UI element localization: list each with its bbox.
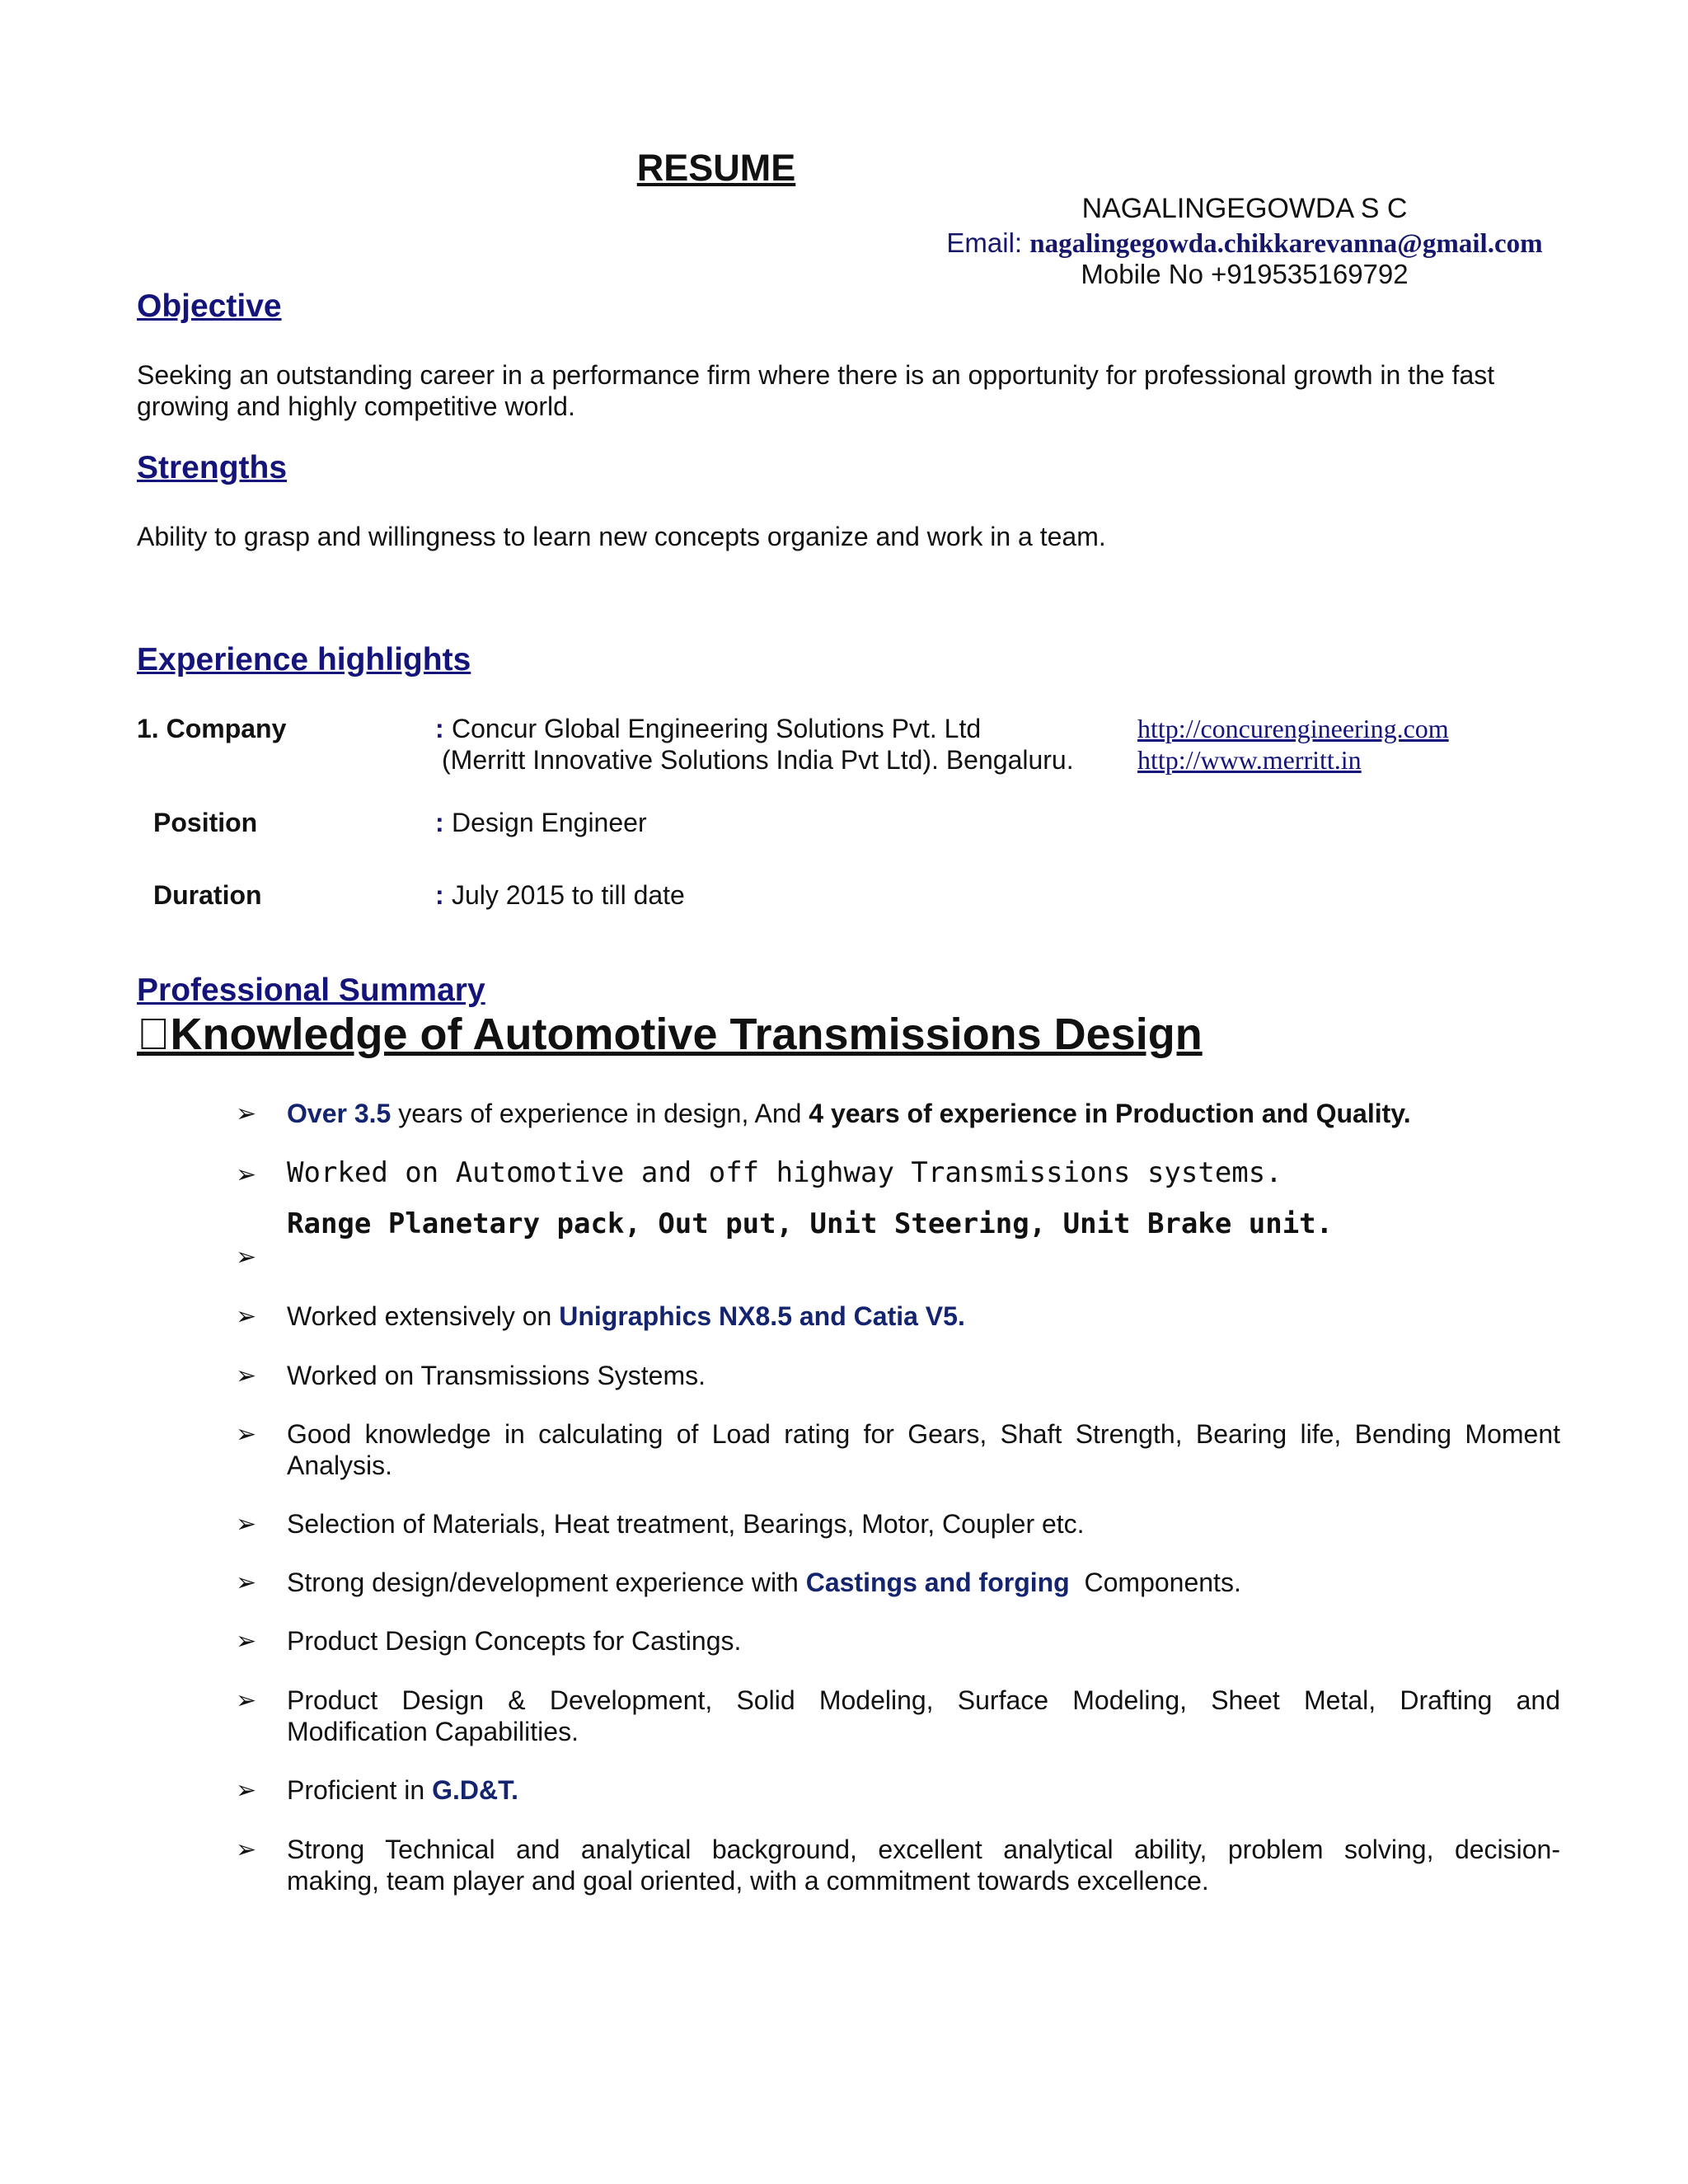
position-value: Design Engineer bbox=[452, 808, 647, 837]
summary-bullet-5: Worked on Transmissions Systems. bbox=[287, 1361, 706, 1390]
duration-colon: : bbox=[435, 880, 444, 910]
company-label: 1. Company bbox=[137, 714, 287, 743]
strengths-text: Ability to grasp and willingness to learn new concepts organize and work in a team. bbox=[137, 522, 1106, 551]
objective-line-2: growing and highly competitive world. bbox=[137, 391, 575, 421]
summary-bullet-3: Range Planetary pack, Out put, Unit Steering, Unit Brake unit. bbox=[287, 1207, 1334, 1240]
bullet-1-bold: 4 years of experience in Production and Quality. bbox=[809, 1099, 1411, 1128]
experience-heading: Experience highlights bbox=[137, 642, 471, 677]
bullet-arrow-icon: ➢ bbox=[236, 1303, 257, 1330]
company-link-merritt[interactable]: http://www.merritt.in bbox=[1137, 745, 1362, 775]
company-link-concur[interactable]: http://concurengineering.com bbox=[1137, 714, 1449, 743]
bullet-arrow-icon: ➢ bbox=[236, 1161, 257, 1188]
summary-heading: Professional Summary bbox=[137, 972, 485, 1008]
email-line bbox=[915, 227, 1574, 260]
summary-bullet-1 bbox=[287, 1098, 1560, 1129]
summary-bullet-4 bbox=[287, 1301, 1560, 1332]
email-value[interactable]: nagalingegowda.chikkarevanna@gmail.com bbox=[1029, 229, 1543, 259]
summary-bullet-9: Product Design Concepts for Castings. bbox=[287, 1626, 742, 1656]
candidate-name: NAGALINGEGOWDA S C bbox=[1081, 193, 1408, 224]
bullet-arrow-icon: ➢ bbox=[236, 1836, 257, 1863]
bullet-8-pre: Strong design/development experience with bbox=[287, 1568, 806, 1597]
summary-bullet-10-line-2: Modification Capabilities. bbox=[287, 1717, 579, 1746]
company-colon: : bbox=[435, 714, 444, 743]
bullet-4-highlight: Unigraphics NX8.5 and Catia V5. bbox=[559, 1301, 965, 1331]
position-colon: : bbox=[435, 808, 444, 837]
bullet-arrow-icon: ➢ bbox=[236, 1569, 257, 1596]
summary-bullet-11 bbox=[287, 1774, 1560, 1806]
summary-subheading: Knowledge of Automotive Transmissions Design bbox=[137, 1010, 1170, 1059]
bullet-arrow-icon: ➢ bbox=[236, 1100, 257, 1127]
bullet-arrow-icon: ➢ bbox=[236, 1362, 257, 1390]
company-line-1: Concur Global Engineering Solutions Pvt. Ltd bbox=[452, 714, 982, 743]
resume-title: RESUME bbox=[636, 147, 796, 189]
objective-line-1: Seeking an outstanding career in a performance firm where there is an opportunity for professional growth in the fast bbox=[137, 360, 1495, 390]
bullet-arrow-icon: ➢ bbox=[236, 1244, 257, 1271]
duration-label: Duration bbox=[153, 880, 262, 910]
bullet-arrow-icon: ➢ bbox=[236, 1777, 257, 1804]
email-label: Email: bbox=[946, 227, 1023, 258]
duration-value: July 2015 to till date bbox=[452, 880, 685, 910]
bullet-8-highlight: Castings and forging bbox=[805, 1568, 1070, 1597]
bullet-arrow-icon: ➢ bbox=[236, 1628, 257, 1655]
company-line-2: (Merritt Innovative Solutions India Pvt Ltd). Bengaluru. bbox=[442, 745, 1074, 775]
strengths-heading: Strengths bbox=[137, 450, 288, 485]
bullet-1-highlight: Over 3.5 bbox=[287, 1099, 392, 1128]
summary-bullet-12-line-2: making, team player and goal oriented, with a commitment towards excellence. bbox=[287, 1866, 1209, 1896]
summary-bullet-12-line-1: Strong Technical and analytical background, excellent analytical ability, problem solving, decision- bbox=[287, 1835, 1560, 1864]
summary-bullet-2: Worked on Automotive and off highway Transmissions systems. bbox=[287, 1156, 1282, 1189]
bullet-arrow-icon: ➢ bbox=[236, 1511, 257, 1538]
bullet-arrow-icon: ➢ bbox=[236, 1421, 257, 1448]
bullet-1-mid: years of experience in design, And bbox=[391, 1099, 809, 1128]
bullet-arrow-icon: ➢ bbox=[236, 1687, 257, 1714]
objective-heading: Objective bbox=[137, 288, 282, 324]
summary-bullet-6-line-2: Analysis. bbox=[287, 1451, 393, 1480]
mobile-number: Mobile No +919535169792 bbox=[1081, 259, 1409, 289]
bullet-11-pre: Proficient in bbox=[287, 1775, 433, 1805]
summary-bullet-6-line-1: Good knowledge in calculating of Load rating for Gears, Shaft Strength, Bearing life, Bending Moment bbox=[287, 1419, 1560, 1449]
bullet-4-pre: Worked extensively on bbox=[287, 1301, 560, 1331]
summary-bullet-10-line-1: Product Design & Development, Solid Modeling, Surface Modeling, Sheet Metal, Drafting and bbox=[287, 1685, 1560, 1715]
summary-bullet-7: Selection of Materials, Heat treatment, Bearings, Motor, Coupler etc. bbox=[287, 1509, 1085, 1539]
bullet-8-post: Components. bbox=[1069, 1568, 1241, 1597]
position-label: Position bbox=[153, 808, 258, 837]
summary-bullet-8 bbox=[287, 1567, 1560, 1598]
bullet-11-highlight: G.D&T. bbox=[432, 1775, 518, 1805]
